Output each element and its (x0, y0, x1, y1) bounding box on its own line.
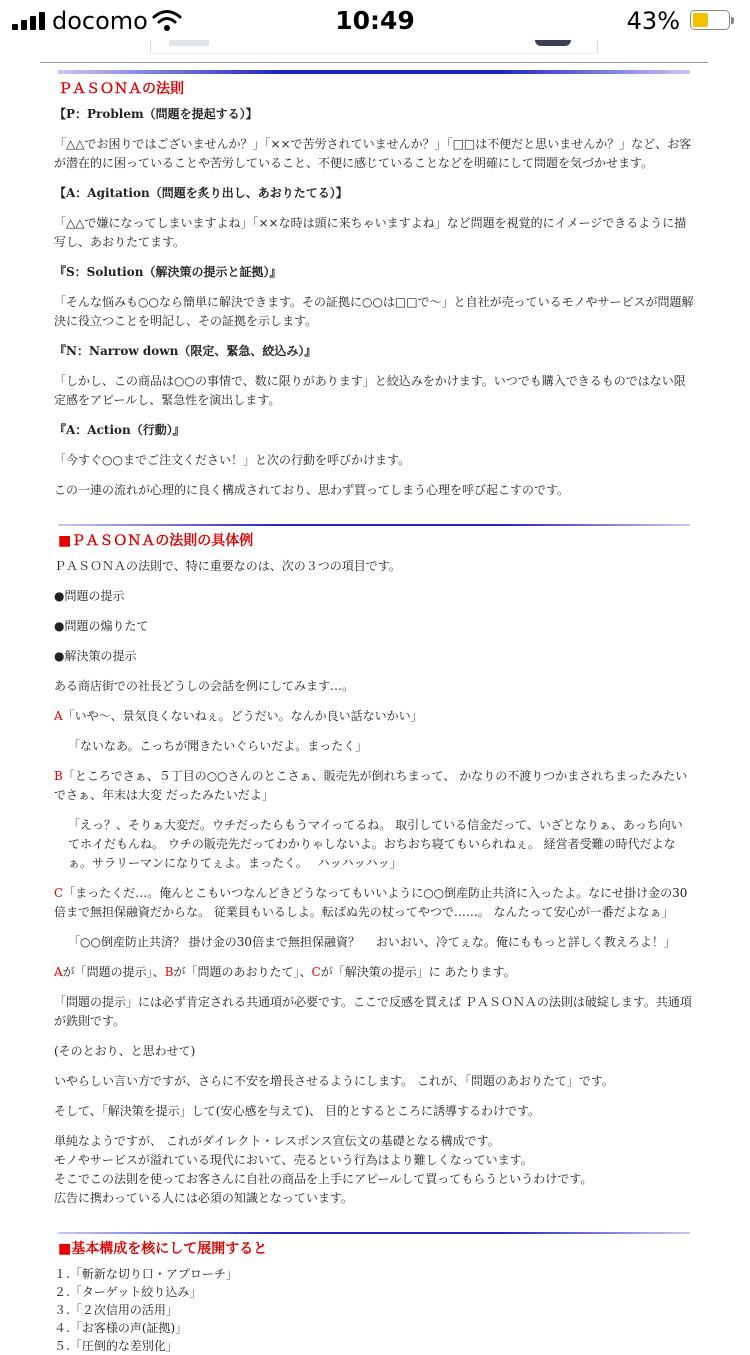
page-divider (40, 62, 708, 63)
dialogue-c-reply: 「○○倒産防止共済？ 掛け金の30倍まで無担保融資？ おいおい、冷てぇな。俺にももっと詳しく教えろよ！」 (68, 935, 676, 949)
dialogue-b: B「ところでさぁ、５丁目の○○さんのとこさぁ、販売先が倒れちまって、 かなりの不渡りつかまされちまったみたいでさぁ、年末は大変 だったみたいだよ」 (54, 769, 688, 802)
subheading-action: 『A：Action（行動）』 (54, 423, 185, 437)
dialogue-c: C「まったくだ…。俺んとこもいつなんどきどうなってもいいように○○倒産防止共済に入ったよ。なにせ掛け金の30倍まで無担保融資だからな。 従業員もいるしよ。転ばぬ先の杖ってやつで……。 なんたって安心が一番だよなぁ」 (54, 886, 688, 919)
paragraph-problem: 「△△でお困りではございませんか？」「××で苦労されていませんか？」「□□は不便だと思いませんか？」など、お客が潜在的に困っていることや苦労していること、不便に感じていることなどを明確にして問題を気づかせます。 (54, 137, 692, 170)
paragraph-common-ground: 「問題の提示」には必ず肯定される共通項が必要です。ここで反感を買えば ＰＡＳＯＮＡの法則は破綻します。共通項が鉄則です。 (54, 995, 692, 1028)
paragraph-agitate: いやらしい言い方ですが、さらに不安を増長させるようにします。 これが、「問題のあおりたて」です。 (54, 1074, 614, 1088)
battery-percentage: 43% (626, 7, 680, 35)
bullet-item: ●問題の煽りたて (54, 619, 149, 633)
bullet-item: ●問題の提示 (54, 589, 125, 603)
paragraph-guide: そして、「解決策を提示」して(安心感を与えて)、 目的とするところに誘導するわけです。 (54, 1104, 540, 1118)
section-title-examples: ■ＰＡＳＯＮＡの法則の具体例 (58, 533, 254, 549)
paragraph-aside: (そのとおり、と思わせて) (54, 1044, 196, 1058)
subheading-problem: 【P：Problem（問題を提起する）】 (54, 107, 258, 121)
dialogue-a: A「いや〜、景気良くないねぇ。どうだい。なんか良い話ないかい」 (54, 709, 423, 723)
battery-icon (690, 10, 736, 32)
paragraph-conclusion: 単純なようですが、 これがダイレクト・レスポンス宣伝文の基礎となる構成です。 モノやサービスが溢れている現代において、売るという行為はより難しくなっています。 そこでこの法則を使ってお客さんに自社の商品を上手にアピールして買ってもらうというわけです。 広告に携わっている人には必須の知識となっています。 (54, 1134, 593, 1205)
section-divider (58, 70, 690, 74)
paragraph-narrow-down: 「しかし、この商品は○○の事情で、数に限りがあります」と絞込みをかけます。いつでも購入できるものではない限定感をアピールし、緊急性を演出します。 (54, 374, 686, 407)
paragraph-action: 「今すぐ○○までご注文ください！」と次の行動を呼びかけます。 (54, 453, 410, 467)
carrier-name: docomo (52, 7, 148, 35)
speaker-c: C (54, 886, 64, 900)
list-item: ５.「圧倒的な差別化」 (54, 1339, 178, 1353)
numbered-list (54, 1265, 694, 1355)
article-content (54, 70, 694, 1355)
paragraph-mapping: Aが「問題の提示」、Bが「問題のあおりたて」、Cが「解決策の提示」に あたります。 (54, 965, 516, 979)
paragraph-solution: 「そんな悩みも○○なら簡単に解決できます。その証拠に○○は□□で〜」と自社が売っているモノやサービスが問題解決に役立つことを明記し、その証拠を示します。 (54, 295, 694, 328)
bullet-item: ●解決策の提示 (54, 649, 137, 663)
list-item: １.「斬新な切り口・アプローチ」 (54, 1267, 238, 1281)
clock: 10:49 (335, 6, 415, 35)
list-item: ４.「お客様の声(証拠)」 (54, 1321, 188, 1335)
section-title-pasona: ＰＡＳＯＮＡの法則 (58, 81, 184, 97)
subheading-narrow-down: 『N：Narrow down（限定、緊急、絞込み）』 (54, 344, 317, 358)
subheading-agitation: 【A：Agitation（問題を炙り出し、あおりたてる）】 (54, 186, 348, 200)
paragraph-agitation: 「△△で嫌になってしまいますよね」「××な時は頭に来ちゃいますよね」など問題を視覚的にイメージできるように描写し、あおりたてます。 (54, 216, 687, 249)
status-bar (0, 0, 750, 40)
speaker-b: B (54, 769, 63, 783)
section-divider (58, 524, 690, 526)
speaker-a: A (54, 709, 63, 723)
header-image (150, 40, 598, 54)
dialogue-a-reply: 「ないなあ。こっちが聞きたいぐらいだよ。まったく」 (68, 739, 368, 753)
paragraph-intro: ＰＡＳＯＮＡの法則で、特に重要なのは、次の３つの項目です。 (54, 559, 401, 573)
dialogue-b-reply: 「えっ？、そりぁ大変だ。ウチだったらもうマイってるね。 取引している信金だって、いざとなりぁ、あっち向いてホイだもんね。 ウチの販売先だってわかりゃしないよ。おちおち寝てもいられねぇ。 経営者受難の時代だよなぁ。サラリーマンになりてぇよ。まったく。 ハッハッハッ」 (68, 818, 683, 870)
list-item: ２.「ターゲット絞り込み」 (54, 1285, 202, 1299)
paragraph-summary: この一連の流れが心理的に良く構成されており、思わず買ってしまう心理を呼び起こすのです。 (54, 483, 570, 497)
subheading-solution: 『S：Solution（解決策の提示と証拠）』 (54, 265, 282, 279)
section-title-basic-structure: ■基本構成を核にして展開すると (58, 1241, 268, 1257)
list-item: ３.「２次信用の活用」 (54, 1303, 178, 1317)
paragraph-lead: ある商店街での社長どうしの会話を例にしてみます…。 (54, 679, 355, 693)
section-divider (58, 1232, 690, 1234)
